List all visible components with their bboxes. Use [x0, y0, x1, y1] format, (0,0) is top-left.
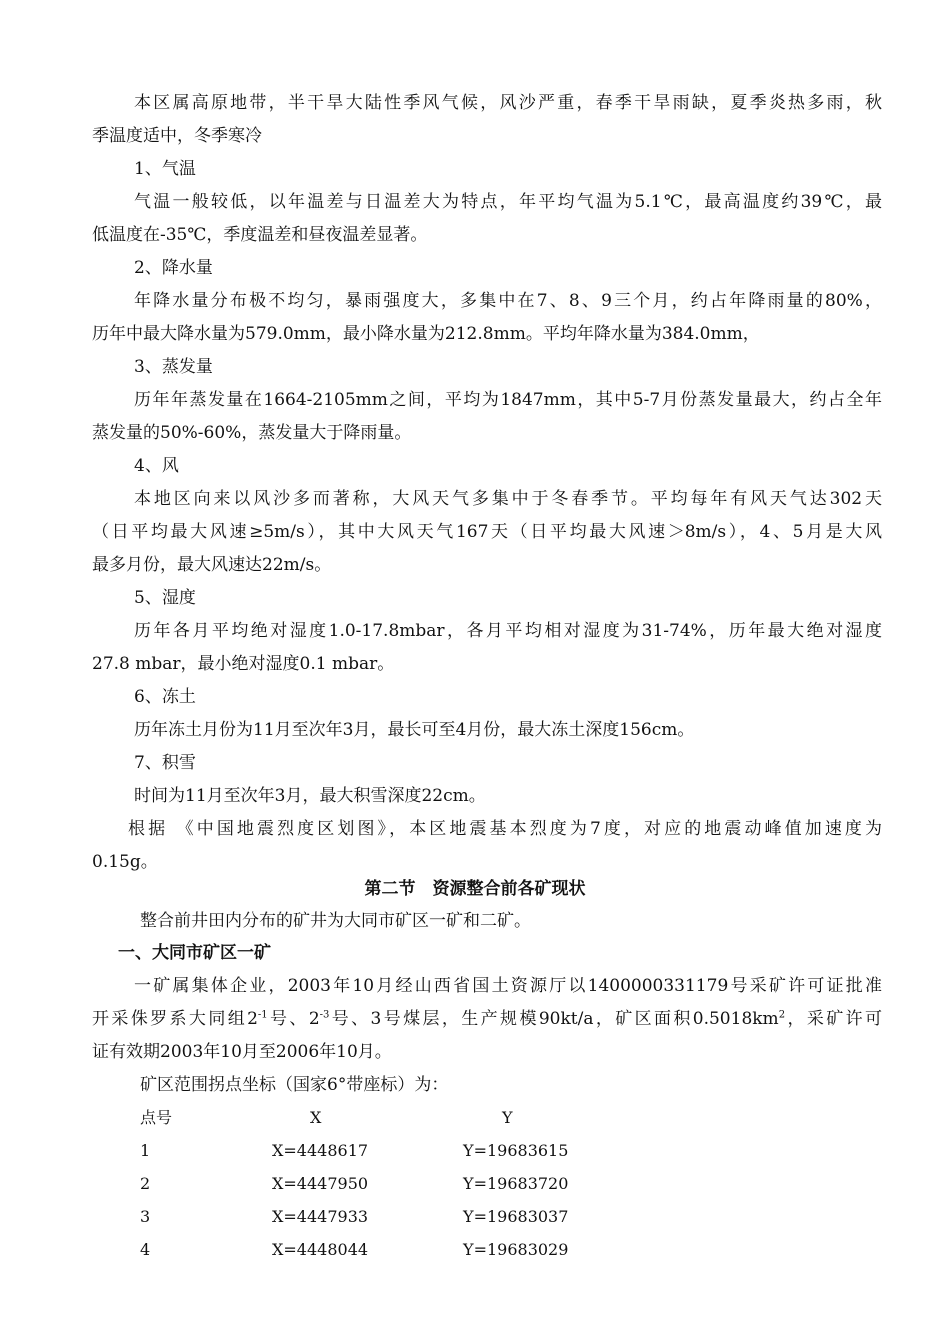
temperature-line-2: 低温度在-35℃，季度温差和昼夜温差显著。: [92, 225, 428, 245]
evaporation-heading: 3、蒸发量: [134, 357, 213, 377]
table-cell-y: Y=19683029: [463, 1240, 569, 1259]
table-cell-x: X=4447933: [272, 1207, 369, 1226]
table-cell-x: X=4448617: [272, 1141, 369, 1160]
snow-line-1: 时间为11月至次年3月，最大积雪深度22cm。: [134, 786, 486, 806]
table-cell-y: Y=19683720: [463, 1174, 569, 1193]
table-header-point: 点号: [140, 1108, 173, 1127]
superscript: 2: [778, 1009, 786, 1021]
humidity-line-1: 历年各月平均绝对湿度1.0-17.8mbar，各月平均相对湿度为31-74%，历年最大绝对湿度: [134, 621, 882, 641]
humidity-line-2: 27.8 mbar，最小绝对湿度0.1 mbar。: [92, 654, 395, 674]
climate-intro-line-2: 季温度适中，冬季寒冷: [92, 126, 262, 146]
table-cell-point: 3: [140, 1207, 151, 1226]
table-cell-y: Y=19683615: [463, 1141, 569, 1160]
wind-heading: 4、风: [134, 456, 179, 476]
section-intro: 整合前井田内分布的矿井为大同市矿区一矿和二矿。: [140, 911, 531, 931]
snow-heading: 7、积雪: [134, 753, 196, 773]
frozen-soil-heading: 6、冻土: [134, 687, 196, 707]
mine-1-line-1: 一矿属集体企业，2003年10月经山西省国土资源厅以1400000331179号采矿许可证批准: [134, 976, 882, 996]
temperature-heading: 1、气温: [134, 159, 196, 179]
table-cell-x: X=4448044: [272, 1240, 369, 1259]
coordinate-caption: 矿区范围拐点坐标（国家6°带座标）为：: [140, 1075, 449, 1095]
precipitation-line-1: 年降水量分布极不均匀，暴雨强度大，多集中在7、8、9三个月，约占年降雨量的80%，: [134, 291, 882, 311]
climate-intro-line-1: 本区属高原地带，半干旱大陆性季风气候，风沙严重，春季干旱雨缺，夏季炎热多雨，秋: [134, 93, 882, 113]
mine-1-heading: 一、大同市矿区一矿: [118, 943, 271, 963]
table-header-y: Y: [502, 1108, 513, 1127]
humidity-heading: 5、湿度: [134, 588, 196, 608]
table-header-x: X: [310, 1108, 322, 1127]
table-cell-point: 2: [140, 1174, 151, 1193]
precipitation-line-2: 历年中最大降水量为579.0mm，最小降水量为212.8mm。平均年降水量为384.0mm，: [92, 324, 760, 344]
temperature-line-1: 气温一般较低，以年温差与日温差大为特点，年平均气温为5.1℃，最高温度约39℃，最: [134, 192, 882, 212]
wind-line-2: （日平均最大风速≥5m/s），其中大风天气167天（日平均最大风速＞8m/s），4、5月是大风: [92, 522, 882, 542]
wind-line-3: 最多月份，最大风速达22m/s。: [92, 555, 332, 575]
frozen-soil-line-1: 历年冻土月份为11月至次年3月，最长可至4月份，最大冻土深度156cm。: [134, 720, 695, 740]
earthquake-line-2: 0.15g。: [92, 852, 158, 872]
earthquake-line-1: 根据 《中国地震烈度区划图》，本区地震基本烈度为7度，对应的地震动峰值加速度为: [128, 819, 882, 839]
wind-line-1: 本地区向来以风沙多而著称，大风天气多集中于冬春季节。平均每年有风天气达302天: [134, 489, 882, 509]
section-title: 第二节 资源整合前各矿现状: [364, 879, 586, 899]
mine-1-line-3: 证有效期2003年10月至2006年10月。: [92, 1042, 392, 1062]
precipitation-heading: 2、降水量: [134, 258, 213, 278]
table-cell-point: 1: [140, 1141, 151, 1160]
table-cell-x: X=4447950: [272, 1174, 369, 1193]
mine-1-line-2: 开采侏罗系大同组$2^{-1}$号、$2^{-3}$号、3号煤层，生产规模90kt/a，矿区面积$0.5018km^2$，采矿许可: [92, 1009, 882, 1029]
evaporation-line-2: 蒸发量的50%-60%，蒸发量大于降雨量。: [92, 423, 412, 443]
table-cell-y: Y=19683037: [463, 1207, 569, 1226]
superscript: -3: [319, 1009, 330, 1021]
superscript: -1: [257, 1009, 268, 1021]
evaporation-line-1: 历年年蒸发量在1664-2105mm之间，平均为1847mm，其中5-7月份蒸发量最大，约占全年: [134, 390, 882, 410]
table-cell-point: 4: [140, 1240, 151, 1259]
